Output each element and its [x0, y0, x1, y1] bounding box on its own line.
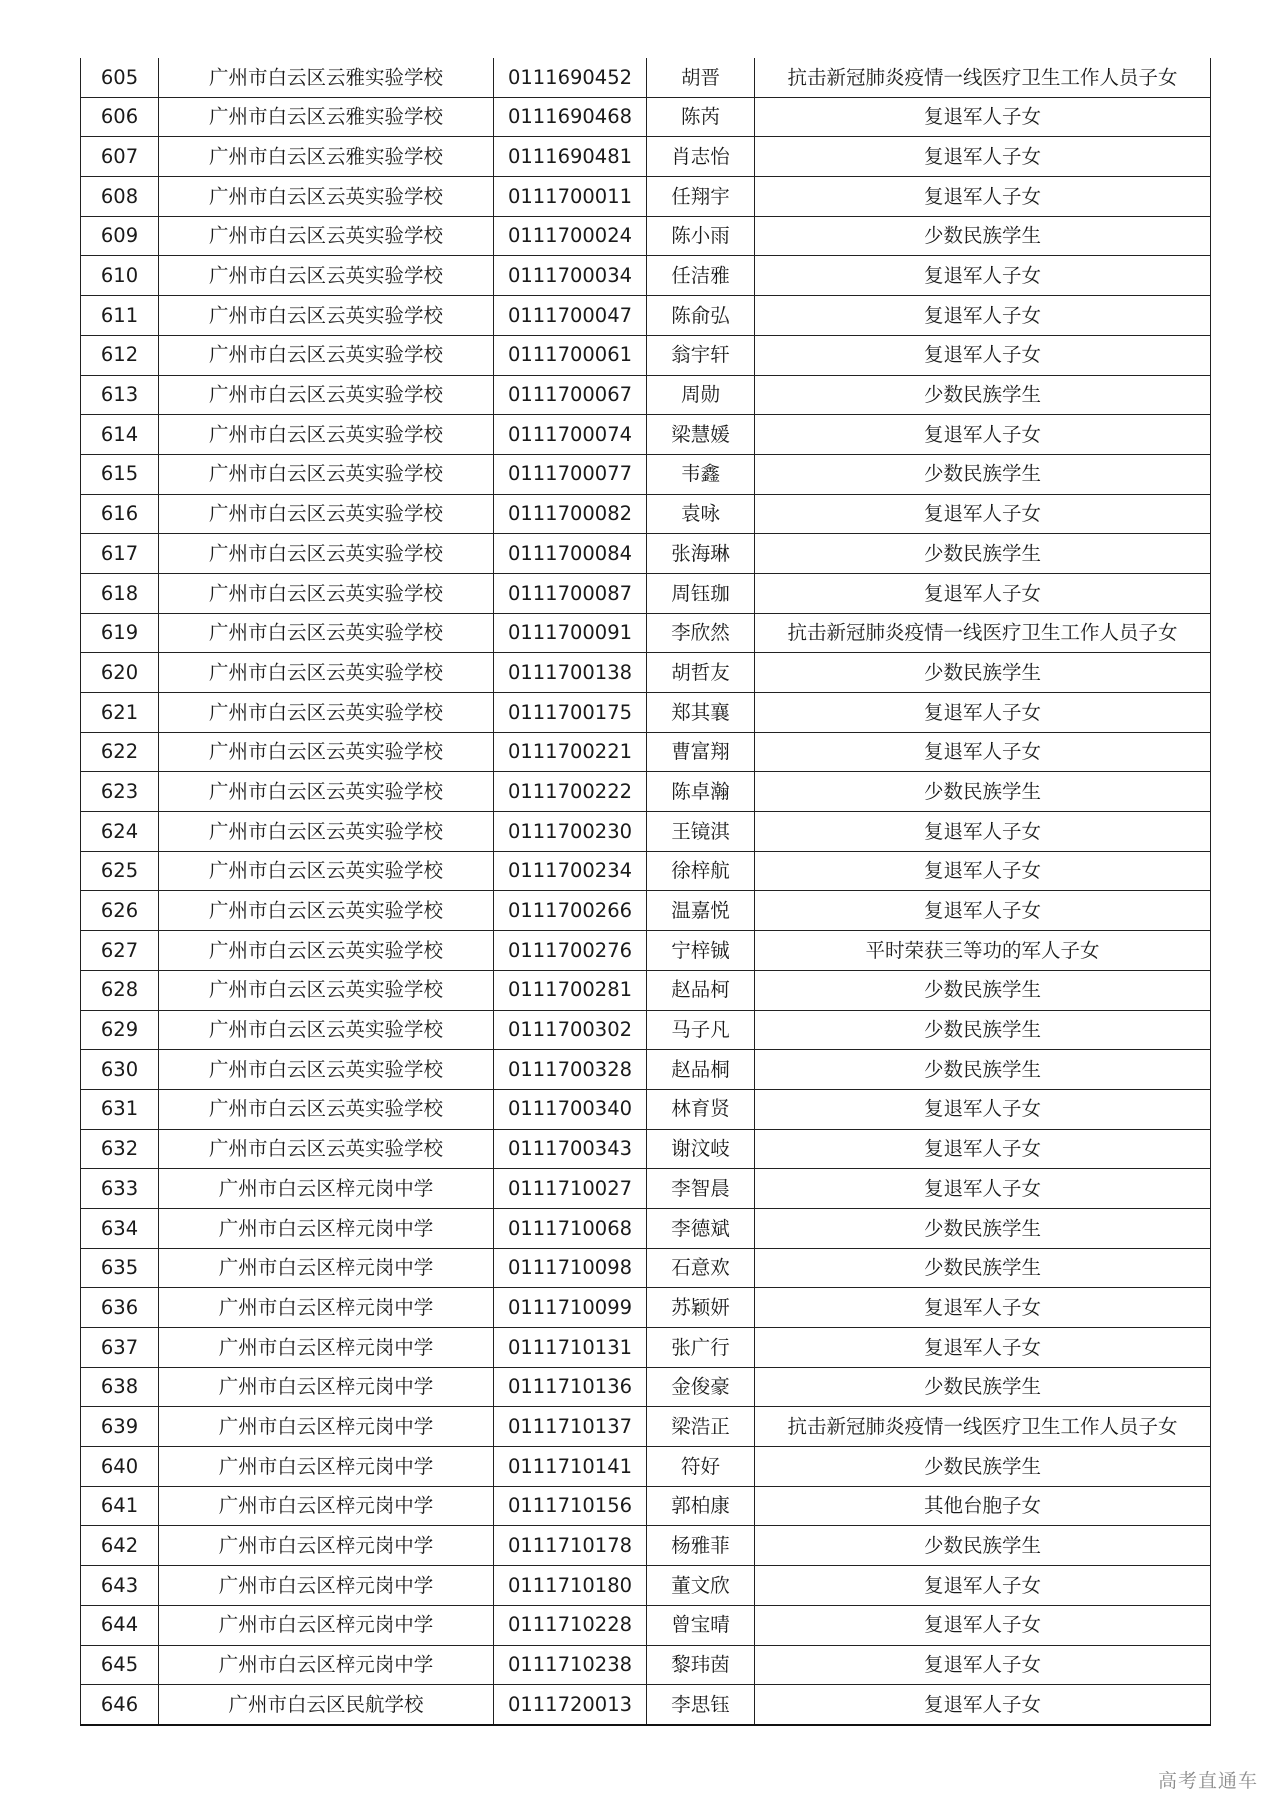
category-cell: 少数民族学生 [755, 375, 1211, 415]
category-cell: 少数民族学生 [755, 216, 1211, 256]
category-cell: 复退军人子女 [755, 177, 1211, 217]
school-name-cell: 广州市白云区梓元岗中学 [159, 1208, 494, 1248]
student-name-cell: 石意欢 [647, 1248, 755, 1288]
student-name-cell: 李欣然 [647, 613, 755, 653]
table-row [81, 1010, 1211, 1050]
student-name-cell: 曹富翔 [647, 732, 755, 772]
student-name-cell: 赵品桐 [647, 1050, 755, 1090]
exam-number-cell: 0111700343 [494, 1129, 647, 1169]
table-row [81, 216, 1211, 256]
row-number-cell: 629 [81, 1010, 159, 1050]
student-name-cell: 金俊豪 [647, 1367, 755, 1407]
school-name-cell: 广州市白云区民航学校 [159, 1685, 494, 1725]
table-body [81, 58, 1211, 1725]
exam-number-cell: 0111690481 [494, 137, 647, 177]
table-row [81, 1407, 1211, 1447]
school-name-cell: 广州市白云区云英实验学校 [159, 732, 494, 772]
exam-number-cell: 0111710228 [494, 1605, 647, 1645]
exam-number-cell: 0111700221 [494, 732, 647, 772]
student-name-cell: 梁慧媛 [647, 415, 755, 455]
category-cell: 复退军人子女 [755, 851, 1211, 891]
exam-number-cell: 0111700091 [494, 613, 647, 653]
student-name-cell: 徐梓航 [647, 851, 755, 891]
table-row [81, 1208, 1211, 1248]
school-name-cell: 广州市白云区云英实验学校 [159, 891, 494, 931]
exam-number-cell: 0111700230 [494, 812, 647, 852]
exam-number-cell: 0111710178 [494, 1526, 647, 1566]
exam-number-cell: 0111700328 [494, 1050, 647, 1090]
table-row [81, 534, 1211, 574]
row-number-cell: 619 [81, 613, 159, 653]
school-name-cell: 广州市白云区梓元岗中学 [159, 1248, 494, 1288]
row-number-cell: 607 [81, 137, 159, 177]
table-row [81, 1089, 1211, 1129]
category-cell: 复退军人子女 [755, 1089, 1211, 1129]
category-cell: 少数民族学生 [755, 534, 1211, 574]
row-number-cell: 635 [81, 1248, 159, 1288]
category-cell: 复退军人子女 [755, 732, 1211, 772]
category-cell: 少数民族学生 [755, 1010, 1211, 1050]
category-cell: 复退军人子女 [755, 1328, 1211, 1368]
category-cell: 少数民族学生 [755, 1248, 1211, 1288]
category-cell: 少数民族学生 [755, 1050, 1211, 1090]
student-name-cell: 杨雅菲 [647, 1526, 755, 1566]
table-row [81, 375, 1211, 415]
student-name-cell: 周钰珈 [647, 573, 755, 613]
category-cell: 复退军人子女 [755, 137, 1211, 177]
category-cell: 其他台胞子女 [755, 1486, 1211, 1526]
table-row [81, 1486, 1211, 1526]
student-name-cell: 胡哲友 [647, 653, 755, 693]
row-number-cell: 621 [81, 693, 159, 733]
school-name-cell: 广州市白云区云英实验学校 [159, 494, 494, 534]
student-name-cell: 任翔宇 [647, 177, 755, 217]
exam-number-cell: 0111700024 [494, 216, 647, 256]
school-name-cell: 广州市白云区梓元岗中学 [159, 1526, 494, 1566]
row-number-cell: 610 [81, 256, 159, 296]
category-cell: 复退军人子女 [755, 891, 1211, 931]
category-cell: 抗击新冠肺炎疫情一线医疗卫生工作人员子女 [755, 58, 1211, 97]
table-row [81, 812, 1211, 852]
school-name-cell: 广州市白云区云雅实验学校 [159, 137, 494, 177]
student-name-cell: 王镜淇 [647, 812, 755, 852]
row-number-cell: 643 [81, 1566, 159, 1606]
category-cell: 复退军人子女 [755, 1645, 1211, 1685]
school-name-cell: 广州市白云区云英实验学校 [159, 415, 494, 455]
category-cell: 少数民族学生 [755, 772, 1211, 812]
exam-number-cell: 0111700281 [494, 970, 647, 1010]
watermark: 高考直通车 [1157, 1770, 1258, 1792]
school-name-cell: 广州市白云区云英实验学校 [159, 931, 494, 971]
exam-number-cell: 0111710027 [494, 1169, 647, 1209]
exam-number-cell: 0111700087 [494, 573, 647, 613]
row-number-cell: 618 [81, 573, 159, 613]
school-name-cell: 广州市白云区云英实验学校 [159, 1010, 494, 1050]
category-cell: 抗击新冠肺炎疫情一线医疗卫生工作人员子女 [755, 613, 1211, 653]
category-cell: 少数民族学生 [755, 1526, 1211, 1566]
exam-number-cell: 0111710068 [494, 1208, 647, 1248]
exam-number-cell: 0111700077 [494, 454, 647, 494]
school-name-cell: 广州市白云区云英实验学校 [159, 256, 494, 296]
exam-number-cell: 0111700047 [494, 296, 647, 336]
school-name-cell: 广州市白云区梓元岗中学 [159, 1566, 494, 1606]
school-name-cell: 广州市白云区云英实验学校 [159, 693, 494, 733]
student-name-cell: 陈卓瀚 [647, 772, 755, 812]
student-name-cell: 陈小雨 [647, 216, 755, 256]
school-name-cell: 广州市白云区云英实验学校 [159, 296, 494, 336]
student-name-cell: 苏颖妍 [647, 1288, 755, 1328]
table-row [81, 1645, 1211, 1685]
school-name-cell: 广州市白云区云英实验学校 [159, 772, 494, 812]
category-cell: 复退军人子女 [755, 494, 1211, 534]
school-name-cell: 广州市白云区云英实验学校 [159, 653, 494, 693]
exam-number-cell: 0111710238 [494, 1645, 647, 1685]
student-name-cell: 李德斌 [647, 1208, 755, 1248]
category-cell: 抗击新冠肺炎疫情一线医疗卫生工作人员子女 [755, 1407, 1211, 1447]
row-number-cell: 644 [81, 1605, 159, 1645]
table-row [81, 494, 1211, 534]
row-number-cell: 631 [81, 1089, 159, 1129]
exam-number-cell: 0111700061 [494, 335, 647, 375]
school-name-cell: 广州市白云区云英实验学校 [159, 335, 494, 375]
category-cell: 复退军人子女 [755, 256, 1211, 296]
school-name-cell: 广州市白云区云英实验学校 [159, 970, 494, 1010]
exam-number-cell: 0111700302 [494, 1010, 647, 1050]
exam-number-cell: 0111700067 [494, 375, 647, 415]
row-number-cell: 615 [81, 454, 159, 494]
table-row [81, 1566, 1211, 1606]
exam-number-cell: 0111710180 [494, 1566, 647, 1606]
table-row [81, 97, 1211, 137]
row-number-cell: 609 [81, 216, 159, 256]
student-name-cell: 李智晨 [647, 1169, 755, 1209]
student-name-cell: 符好 [647, 1447, 755, 1487]
exam-number-cell: 0111710099 [494, 1288, 647, 1328]
category-cell: 少数民族学生 [755, 1367, 1211, 1407]
row-number-cell: 606 [81, 97, 159, 137]
school-name-cell: 广州市白云区梓元岗中学 [159, 1367, 494, 1407]
school-name-cell: 广州市白云区云英实验学校 [159, 1129, 494, 1169]
student-name-cell: 黎玮茵 [647, 1645, 755, 1685]
row-number-cell: 639 [81, 1407, 159, 1447]
student-name-cell: 谢汶岐 [647, 1129, 755, 1169]
row-number-cell: 630 [81, 1050, 159, 1090]
exam-number-cell: 0111700266 [494, 891, 647, 931]
school-name-cell: 广州市白云区云英实验学校 [159, 216, 494, 256]
student-name-cell: 陈俞弘 [647, 296, 755, 336]
exam-number-cell: 0111710098 [494, 1248, 647, 1288]
table-row [81, 1328, 1211, 1368]
table-row [81, 732, 1211, 772]
row-number-cell: 632 [81, 1129, 159, 1169]
exam-number-cell: 0111710141 [494, 1447, 647, 1487]
exam-number-cell: 0111700074 [494, 415, 647, 455]
table-row [81, 931, 1211, 971]
table-row [81, 891, 1211, 931]
exam-number-cell: 0111710156 [494, 1486, 647, 1526]
table-row [81, 573, 1211, 613]
row-number-cell: 622 [81, 732, 159, 772]
table-row [81, 1248, 1211, 1288]
school-name-cell: 广州市白云区云英实验学校 [159, 375, 494, 415]
exam-number-cell: 0111700222 [494, 772, 647, 812]
exam-number-cell: 0111700340 [494, 1089, 647, 1129]
school-name-cell: 广州市白云区云英实验学校 [159, 573, 494, 613]
student-name-cell: 任洁雅 [647, 256, 755, 296]
row-number-cell: 611 [81, 296, 159, 336]
school-name-cell: 广州市白云区梓元岗中学 [159, 1486, 494, 1526]
student-name-cell: 张广行 [647, 1328, 755, 1368]
student-name-cell: 董文欣 [647, 1566, 755, 1606]
student-name-cell: 曾宝晴 [647, 1605, 755, 1645]
student-name-cell: 袁咏 [647, 494, 755, 534]
exam-number-cell: 0111720013 [494, 1685, 647, 1725]
exam-number-cell: 0111700034 [494, 256, 647, 296]
table-row [81, 653, 1211, 693]
table-row [81, 1169, 1211, 1209]
school-name-cell: 广州市白云区梓元岗中学 [159, 1605, 494, 1645]
category-cell: 复退军人子女 [755, 1685, 1211, 1725]
exam-number-cell: 0111700276 [494, 931, 647, 971]
row-number-cell: 620 [81, 653, 159, 693]
exam-number-cell: 0111690452 [494, 58, 647, 97]
school-name-cell: 广州市白云区云英实验学校 [159, 1050, 494, 1090]
school-name-cell: 广州市白云区云英实验学校 [159, 851, 494, 891]
exam-number-cell: 0111710136 [494, 1367, 647, 1407]
student-name-cell: 张海琳 [647, 534, 755, 574]
category-cell: 复退军人子女 [755, 1169, 1211, 1209]
row-number-cell: 626 [81, 891, 159, 931]
table-row [81, 335, 1211, 375]
student-name-cell: 宁梓铖 [647, 931, 755, 971]
school-name-cell: 广州市白云区梓元岗中学 [159, 1288, 494, 1328]
school-name-cell: 广州市白云区云英实验学校 [159, 613, 494, 653]
exam-number-cell: 0111700084 [494, 534, 647, 574]
category-cell: 复退军人子女 [755, 296, 1211, 336]
row-number-cell: 641 [81, 1486, 159, 1526]
table-row [81, 772, 1211, 812]
row-number-cell: 624 [81, 812, 159, 852]
student-name-cell: 胡晋 [647, 58, 755, 97]
table-row [81, 415, 1211, 455]
row-number-cell: 613 [81, 375, 159, 415]
row-number-cell: 623 [81, 772, 159, 812]
category-cell: 少数民族学生 [755, 1208, 1211, 1248]
school-name-cell: 广州市白云区梓元岗中学 [159, 1407, 494, 1447]
school-name-cell: 广州市白云区云英实验学校 [159, 177, 494, 217]
table-row [81, 137, 1211, 177]
exam-number-cell: 0111700138 [494, 653, 647, 693]
school-name-cell: 广州市白云区梓元岗中学 [159, 1169, 494, 1209]
school-name-cell: 广州市白云区梓元岗中学 [159, 1645, 494, 1685]
row-number-cell: 642 [81, 1526, 159, 1566]
table-row [81, 1288, 1211, 1328]
category-cell: 少数民族学生 [755, 1447, 1211, 1487]
student-name-cell: 郭柏康 [647, 1486, 755, 1526]
row-number-cell: 646 [81, 1685, 159, 1725]
student-name-cell: 李思钰 [647, 1685, 755, 1725]
exam-number-cell: 0111710131 [494, 1328, 647, 1368]
table-row [81, 1685, 1211, 1725]
exam-number-cell: 0111690468 [494, 97, 647, 137]
category-cell: 复退军人子女 [755, 1129, 1211, 1169]
table-row [81, 454, 1211, 494]
row-number-cell: 628 [81, 970, 159, 1010]
school-name-cell: 广州市白云区云雅实验学校 [159, 58, 494, 97]
exam-number-cell: 0111700175 [494, 693, 647, 733]
table-row [81, 1447, 1211, 1487]
table-row [81, 1129, 1211, 1169]
category-cell: 少数民族学生 [755, 454, 1211, 494]
category-cell: 复退军人子女 [755, 573, 1211, 613]
category-cell: 复退军人子女 [755, 1288, 1211, 1328]
category-cell: 复退军人子女 [755, 415, 1211, 455]
row-number-cell: 608 [81, 177, 159, 217]
school-name-cell: 广州市白云区云雅实验学校 [159, 97, 494, 137]
row-number-cell: 605 [81, 58, 159, 97]
category-cell: 少数民族学生 [755, 653, 1211, 693]
category-cell: 复退军人子女 [755, 693, 1211, 733]
row-number-cell: 633 [81, 1169, 159, 1209]
table-row [81, 1605, 1211, 1645]
table-row [81, 296, 1211, 336]
table-row [81, 1050, 1211, 1090]
category-cell: 复退军人子女 [755, 335, 1211, 375]
student-name-cell: 马子凡 [647, 1010, 755, 1050]
student-name-cell: 陈芮 [647, 97, 755, 137]
student-name-cell: 赵品柯 [647, 970, 755, 1010]
table-row [81, 256, 1211, 296]
category-cell: 少数民族学生 [755, 970, 1211, 1010]
student-name-cell: 周勋 [647, 375, 755, 415]
student-name-cell: 温嘉悦 [647, 891, 755, 931]
exam-number-cell: 0111700082 [494, 494, 647, 534]
exam-number-cell: 0111710137 [494, 1407, 647, 1447]
table-row [81, 177, 1211, 217]
school-name-cell: 广州市白云区云英实验学校 [159, 812, 494, 852]
row-number-cell: 638 [81, 1367, 159, 1407]
student-name-cell: 郑其襄 [647, 693, 755, 733]
category-cell: 平时荣获三等功的军人子女 [755, 931, 1211, 971]
row-number-cell: 625 [81, 851, 159, 891]
row-number-cell: 614 [81, 415, 159, 455]
category-cell: 复退军人子女 [755, 812, 1211, 852]
school-name-cell: 广州市白云区梓元岗中学 [159, 1447, 494, 1487]
table-row [81, 851, 1211, 891]
row-number-cell: 612 [81, 335, 159, 375]
school-name-cell: 广州市白云区云英实验学校 [159, 454, 494, 494]
student-name-cell: 韦鑫 [647, 454, 755, 494]
category-cell: 复退军人子女 [755, 97, 1211, 137]
exam-number-cell: 0111700011 [494, 177, 647, 217]
school-name-cell: 广州市白云区云英实验学校 [159, 1089, 494, 1129]
table-row [81, 1367, 1211, 1407]
student-name-cell: 肖志怡 [647, 137, 755, 177]
row-number-cell: 616 [81, 494, 159, 534]
row-number-cell: 636 [81, 1288, 159, 1328]
category-cell: 复退军人子女 [755, 1566, 1211, 1606]
row-number-cell: 617 [81, 534, 159, 574]
student-name-cell: 梁浩正 [647, 1407, 755, 1447]
exam-number-cell: 0111700234 [494, 851, 647, 891]
school-name-cell: 广州市白云区梓元岗中学 [159, 1328, 494, 1368]
table-row [81, 1526, 1211, 1566]
row-number-cell: 634 [81, 1208, 159, 1248]
table-row [81, 58, 1211, 97]
table-row [81, 970, 1211, 1010]
student-name-cell: 林育贤 [647, 1089, 755, 1129]
category-cell: 复退军人子女 [755, 1605, 1211, 1645]
row-number-cell: 645 [81, 1645, 159, 1685]
student-name-cell: 翁宇轩 [647, 335, 755, 375]
student-list-table [80, 58, 1211, 1726]
row-number-cell: 627 [81, 931, 159, 971]
table-row [81, 613, 1211, 653]
table-row [81, 693, 1211, 733]
row-number-cell: 640 [81, 1447, 159, 1487]
row-number-cell: 637 [81, 1328, 159, 1368]
school-name-cell: 广州市白云区云英实验学校 [159, 534, 494, 574]
